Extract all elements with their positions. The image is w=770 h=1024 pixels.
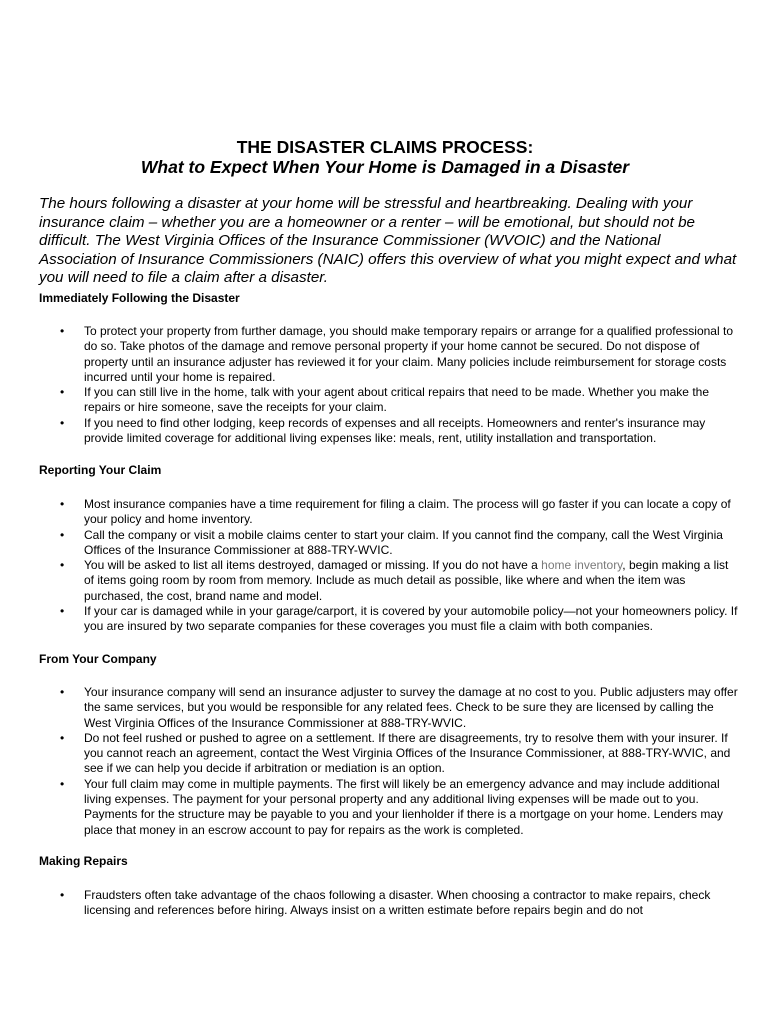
section-list-repairs <box>39 888 739 919</box>
intro-paragraph: The hours following a disaster at your home will be stressful and heartbreaking. Dealing with your insurance claim – whether you are a homeowner or a renter – will be emotional, but should not be difficult. The West Virginia Offices of the Insurance Commissioner (WVOIC) and the National Association of Insurance Commissioners (NAIC) offers this overview of what you might expect and what you will need to file a claim after a disaster. <box>39 195 737 287</box>
list-item: • If your car is damaged while in your garage/carport, it is covered by your automobile policy—not your homeowners policy. If you are insured by two separate companies for these coverages you must file a claim with both companies. <box>60 604 738 634</box>
bullet-icon: • <box>60 385 65 400</box>
bullet-icon: • <box>60 604 65 619</box>
list-item: • If you need to find other lodging, keep records of expenses and all receipts. Homeowners and renter's insurance may provide limited coverage for additional living expenses like: meals, rent, utility installation and transportation. <box>60 415 706 446</box>
section-list-immediately <box>39 324 739 446</box>
list-item: • Your full claim may come in multiple payments. The first will likely be an emergency advance and may include additional living expenses. The payment for your personal property and any additional living expenses will be made out to you. Payments for the structure may be payable to you and your lienholder if there is a mortgage on your home. Lenders may place that money in an escrow account to pay for repairs as the work is completed. <box>60 776 724 837</box>
section-list-company <box>39 685 739 838</box>
bullet-icon: • <box>60 558 65 573</box>
section-list-reporting <box>39 497 739 635</box>
list-item: • Do not feel rushed or pushed to agree on a settlement. If there are disagreements, try to resolve them with your insurer. If you cannot reach an agreement, contact the West Virginia Offices of the Insurance Commissioner, at 888-TRY-WVIC, and see if we can help you decide if arbitration or mediation is an option. <box>60 730 731 776</box>
bullet-icon: • <box>60 527 65 542</box>
bullet-icon: • <box>60 730 65 745</box>
list-item: • Fraudsters often take advantage of the chaos following a disaster. When choosing a contractor to make repairs, check licensing and references before hiring. Always insist on a written estimate before repairs begin and do not <box>60 888 711 918</box>
list-item: • If you can still live in the home, talk with your agent about critical repairs that need to be made. Whether you make the repairs or hire someone, save the receipts for your claim. <box>60 385 709 415</box>
document-subtitle: What to Expect When Your Home is Damaged in a Disaster <box>140 157 630 177</box>
bullet-icon: • <box>60 415 65 430</box>
section-heading-company: From Your Company <box>39 652 157 666</box>
list-item: • Call the company or visit a mobile claims center to start your claim. If you cannot find the company, call the West Virginia Offices of the Insurance Commissioner at 888-TRY-WVIC. <box>60 527 723 557</box>
bullet-icon: • <box>60 888 65 902</box>
document-title: THE DISASTER CLAIMS PROCESS: <box>236 137 534 157</box>
bullet-icon: • <box>60 497 65 511</box>
list-item: • Most insurance companies have a time requirement for filing a claim. The process will go faster if you can locate a copy of your policy and home inventory. <box>60 497 731 527</box>
bullet-icon: • <box>60 685 65 699</box>
list-item: • You will be asked to list all items destroyed, damaged or missing. If you do not have a home inventory, begin making a list of items going room by room from memory. Include as much detail as possible, like where and when the item was purchased, the cost, brand name and model. <box>60 558 729 603</box>
list-item: • Your insurance company will send an insurance adjuster to survey the damage at no cost to you. Public adjusters may offer the same services, but you would be responsible for any related fees. Check to be sure they are licensed by calling the West Virginia Offices of the Insurance Commissioner at 888-TRY-WVIC. <box>60 685 738 730</box>
list-item: • To protect your property from further damage, you should make temporary repairs or arrange for a qualified professional to do so. Take photos of the damage and remove personal property if your home cannot be secured. Do not dispose of property until an insurance adjuster has reviewed it for your claim. Many policies include reimbursement for storage costs incurred until your home is repaired. <box>60 324 733 384</box>
section-heading-immediately: Immediately Following the Disaster <box>39 291 240 305</box>
section-heading-reporting: Reporting Your Claim <box>39 463 162 477</box>
bullet-icon: • <box>60 776 65 791</box>
section-heading-repairs: Making Repairs <box>39 854 128 868</box>
bullet-icon: • <box>60 324 65 338</box>
home-inventory-link[interactable]: home inventory <box>541 558 623 573</box>
